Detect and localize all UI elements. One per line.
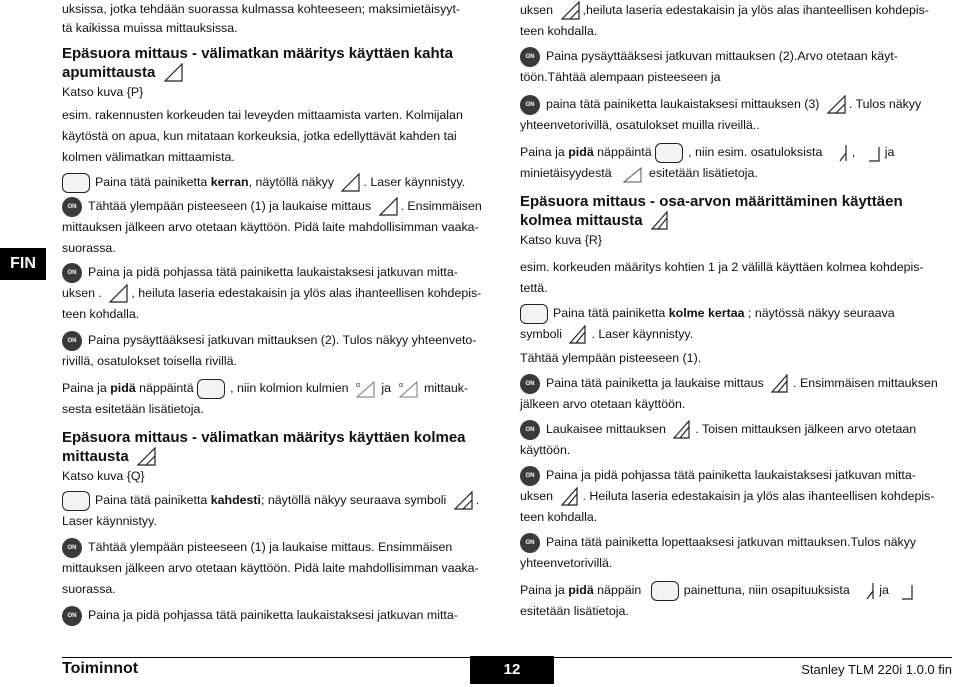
section-heading: kolmea mittausta xyxy=(520,211,954,231)
text-line: teen kohdalla. xyxy=(62,307,140,322)
text-line: yhteenvetorivillä, osatulokset muilla riveillä.. xyxy=(520,118,760,132)
text-line: teen kohdalla. xyxy=(520,510,598,525)
text-line: uksen ,heiluta laseria edestakaisin ja ylös alas ihanteellisen kohdepis- xyxy=(520,0,954,21)
triangle-icon xyxy=(649,211,671,231)
on-button-icon: ON xyxy=(62,538,82,558)
text-line: käyttöön. xyxy=(520,443,571,458)
partial-height-icon xyxy=(894,581,916,601)
section-heading: Epäsuora mittaus - välimatkan määritys käyttäen kolmea xyxy=(62,429,466,447)
on-button-icon: ON xyxy=(62,606,82,626)
step: ON Laukaisee mittauksen . Toisen mittauksen jälkeen arvo otetaan xyxy=(520,419,954,440)
language-tab: FIN xyxy=(0,248,46,280)
step: Paina tätä painiketta kerran, näytöllä näkyy . Laser käynnistyy. xyxy=(62,172,500,193)
angle-alpha-icon xyxy=(397,379,419,399)
text-line: mittauksen jälkeen arvo otetaan käyttöön. Pidä laite mahdollisimman vaaka- xyxy=(62,220,479,235)
text-line: minietäisyydestä esitetään lisätietoja. xyxy=(520,163,954,184)
right-column xyxy=(520,0,954,622)
text-line: jälkeen arvo otetaan käyttöön. xyxy=(520,397,686,412)
triangle-icon xyxy=(671,420,693,440)
function-button-icon xyxy=(62,173,90,193)
text-line: symboli . Laser käynnistyy. xyxy=(520,324,954,345)
function-button-icon xyxy=(197,379,225,399)
page-number: 12 xyxy=(470,656,554,684)
triangle-icon xyxy=(559,1,581,21)
on-button-icon: ON xyxy=(520,466,540,486)
function-button-icon xyxy=(520,304,548,324)
on-button-icon: ON xyxy=(520,95,540,115)
step: ON Tähtää ylempään pisteeseen (1) ja laukaise mittaus. Ensimmäisen xyxy=(62,537,500,558)
triangle-icon xyxy=(452,491,474,511)
text-line: suorassa. xyxy=(62,582,116,597)
text-line: esim. korkeuden määritys kohtien 1 ja 2 välillä käyttäen kolmea kohdepis- xyxy=(520,260,924,275)
step: ON Paina tätä painiketta ja laukaise mittaus . Ensimmäisen mittauksen xyxy=(520,373,954,394)
text-line: mittauksen jälkeen arvo otetaan käyttöön. Pidä laite mahdollisimman vaaka- xyxy=(62,561,479,576)
step: ON Paina ja pidä pohjassa tätä painiketta laukaistaksesi jatkuvan mitta- xyxy=(62,262,500,283)
text-line: uksen . , heiluta laseria edestakaisin ja ylös alas ihanteellisen kohdepis- xyxy=(62,283,500,304)
text-line: tä kaikissa muissa mittauksissa. xyxy=(62,21,238,35)
function-button-icon xyxy=(655,143,683,163)
step: ON Paina ja pidä pohjassa tätä painiketta laukaistaksesi jatkuvan mitta- xyxy=(62,605,500,626)
on-button-icon: ON xyxy=(520,47,540,67)
text-line: uksissa, jotka tehdään suorassa kulmassa kohteeseen; maksimietäisyyt- xyxy=(62,2,461,16)
step: Paina ja pidä näppäintä , niin esim. osatuloksista , ja xyxy=(520,142,954,163)
svg-text:α: α xyxy=(398,381,403,389)
text-line: Tähtää ylempään pisteeseen (1). xyxy=(520,351,702,366)
angle-alpha-icon xyxy=(354,379,376,399)
triangle-icon xyxy=(377,197,399,217)
partial-height-icon xyxy=(828,143,850,163)
step: Paina tätä painiketta kolme kertaa ; näytössä näkyy seuraava xyxy=(520,303,954,324)
triangle-icon xyxy=(559,487,581,507)
text-line: esitetään lisätietoja. xyxy=(520,604,629,619)
section-heading: Epäsuora mittaus - välimatkan määritys käyttäen kahta xyxy=(62,45,453,62)
page-footer xyxy=(0,656,960,687)
step: ON Paina pysäyttääksesi jatkuvan mittauksen (2).Arvo otetaan käyt- xyxy=(520,46,954,67)
footer-product: Stanley TLM 220i 1.0.0 fin xyxy=(801,662,952,677)
figure-reference: Katso kuva {P} xyxy=(62,85,144,100)
figure-reference: Katso kuva {Q} xyxy=(62,469,145,484)
step: ON Paina pysäyttääksesi jatkuvan mittauksen (2). Tulos näkyy yhteenveto- xyxy=(62,330,500,351)
triangle-icon xyxy=(769,374,791,394)
on-button-icon: ON xyxy=(520,420,540,440)
min-distance-icon xyxy=(621,164,643,184)
on-button-icon: ON xyxy=(62,197,82,217)
step: Paina ja pidä näppäintä , niin kolmion kulmien α ja α mittauk- xyxy=(62,378,500,399)
text-line: rivillä, osatulokset toisella rivillä. xyxy=(62,354,237,369)
on-button-icon: ON xyxy=(520,374,540,394)
text-line: yhteenvetorivillä. xyxy=(520,556,613,571)
on-button-icon: ON xyxy=(62,331,82,351)
footer-section-title: Toiminnot xyxy=(62,660,139,677)
triangle-icon xyxy=(567,325,589,345)
section-heading: Epäsuora mittaus - osa-arvon määrittäminen käyttäen xyxy=(520,193,903,210)
step: ON Paina tätä painiketta lopettaaksesi jatkuvan mittauksen.Tulos näkyy xyxy=(520,532,954,553)
step: Paina tätä painiketta kahdesti; näytöllä näkyy seuraava symboli . xyxy=(62,490,500,511)
text-line: kolmen välimatkan mittaamista. xyxy=(62,150,235,165)
step: ON paina tätä painiketta laukaistaksesi mittauksen (3) . Tulos näkyy xyxy=(520,94,954,115)
left-column xyxy=(62,0,500,626)
triangle-icon xyxy=(107,284,129,304)
text-line: uksen . Heiluta laseria edestakaisin ja ylös alas ihanteellisen kohdepis- xyxy=(520,486,954,507)
function-button-icon xyxy=(651,581,679,601)
triangle-icon xyxy=(339,173,361,193)
on-button-icon: ON xyxy=(520,533,540,553)
svg-text:α: α xyxy=(355,381,361,389)
triangle-icon xyxy=(162,63,184,83)
text-line: esim. rakennusten korkeuden tai leveyden mittaamista varten. Kolmijalan xyxy=(62,108,463,123)
partial-height-icon xyxy=(855,581,877,601)
text-line: sesta esitetään lisätietoja. xyxy=(62,402,204,417)
triangle-icon xyxy=(825,95,847,115)
text-line: töön.Tähtää alempaan pisteeseen ja xyxy=(520,70,721,84)
partial-height-icon xyxy=(861,143,883,163)
text-line: käytöstä on apua, kun mitataan korkeuksia, jotka edellyttävät kahden tai xyxy=(62,129,457,144)
text-line: suorassa. xyxy=(62,241,116,256)
triangle-icon xyxy=(135,447,157,467)
on-button-icon: ON xyxy=(62,263,82,283)
text-line: teen kohdalla. xyxy=(520,24,598,38)
text-line: Laser käynnistyy. xyxy=(62,514,157,529)
section-heading: mittausta xyxy=(62,447,500,467)
section-heading: apumittausta xyxy=(62,63,500,83)
step: ON Paina ja pidä pohjassa tätä painiketta laukaistaksesi jatkuvan mitta- xyxy=(520,465,954,486)
text-line: tettä. xyxy=(520,281,548,296)
step: ON Tähtää ylempään pisteeseen (1) ja laukaise mittaus . Ensimmäisen xyxy=(62,196,500,217)
figure-reference: Katso kuva {R} xyxy=(520,233,602,248)
step: Paina ja pidä näppäin painettuna, niin osapituuksista ja xyxy=(520,580,954,601)
function-button-icon xyxy=(62,491,90,511)
